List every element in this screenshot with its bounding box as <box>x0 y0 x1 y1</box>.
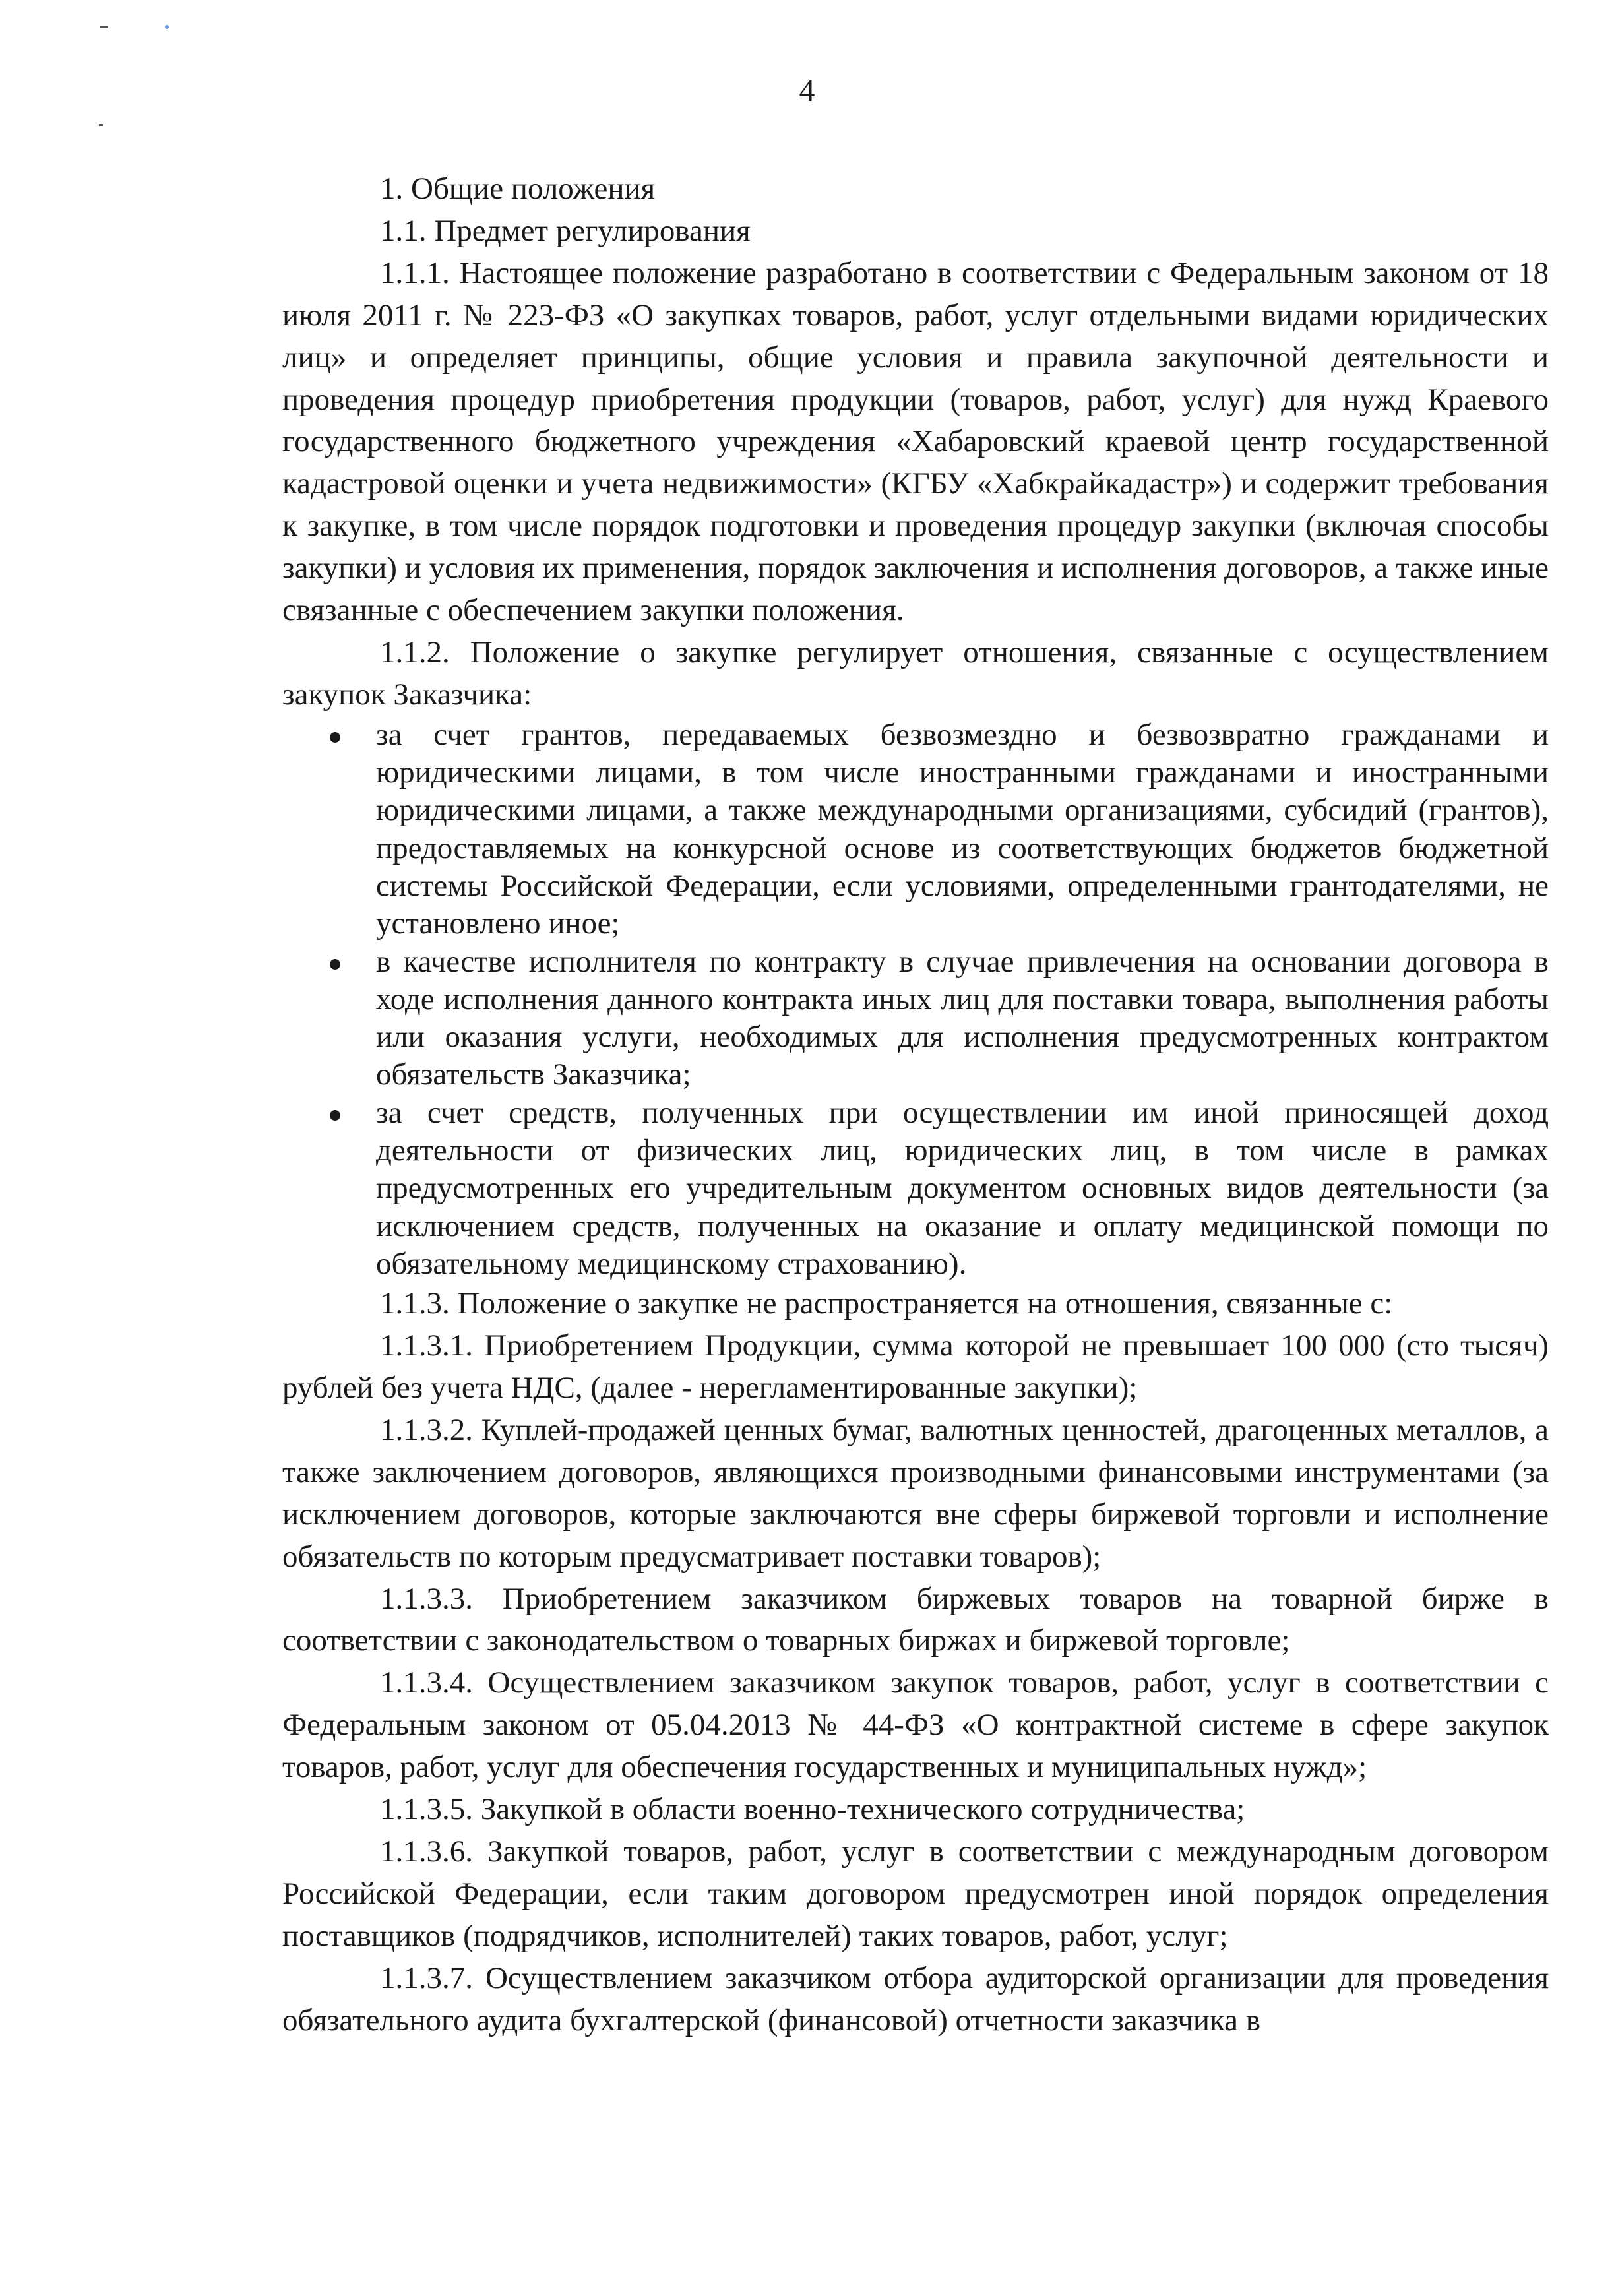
paragraph: 1.1.3.1. Приобретением Продукции, сумма которой не превышает 100 000 (сто тысяч) рублей без учета НДС, (далее - нерегламентированные закупки); <box>282 1328 1549 1406</box>
paragraph: 1.1.3.2. Куплей-продажей ценных бумаг, валютных ценностей, драгоценных металлов, а также заключением договоров, являющихся производными финансовыми инструментами (за исключением договоров, которые заключаются вне сферы биржевой торговли и исполнение обязательств по которым предусматривает поставки товаров); <box>282 1412 1549 1574</box>
bullet-icon <box>330 959 340 970</box>
paragraph: 1.1.3.4. Осуществлением заказчиком закупок товаров, работ, услуг в соответствии с Федеральным законом от 05.04.2013 № 44-ФЗ «О контрактной системе в сфере закупок товаров, работ, услуг для обеспечения государственных и муниципальных нужд»; <box>282 1665 1549 1785</box>
scan-mark <box>99 124 103 126</box>
list-item <box>282 943 1549 1094</box>
paragraph: 1.1.2. Положение о закупке регулирует отношения, связанные с осуществлением закупок Заказчика: <box>282 635 1549 712</box>
bullet-icon <box>330 732 340 743</box>
list-item <box>282 716 1549 943</box>
page-number: 4 <box>799 73 815 108</box>
paragraph: 1.1.3.7. Осуществлением заказчиком отбора аудиторской организации для проведения обязательного аудита бухгалтерской (финансовой) отчетности заказчика в <box>282 1960 1549 2037</box>
list-item-text: в качестве исполнителя по контракту в случае привлечения на основании договора в ходе исполнения данного контракта иных лиц для поставки товара, выполнения работы или оказания услуги, необходимых для исполнения предусмотренных контрактом обязательств Заказчика; <box>376 944 1549 1092</box>
paragraph: 1.1.3.3. Приобретением заказчиком биржевых товаров на товарной бирже в соответствии с законодательством о товарных биржах и биржевой торговле; <box>282 1581 1549 1658</box>
subsection-heading: 1.1. Предмет регулирования <box>380 213 751 248</box>
bullet-list <box>282 716 1549 1283</box>
list-item-text: за счет грантов, передаваемых безвозмездно и безвозвратно гражданами и юридическими лицами, в том числе иностранными гражданами и иностранными юридическими лицами, а также международными организациями, субсидий (грантов), предоставляемых на конкурсной основе из соответствующих бюджетов бюджетной системы Российской Федерации, если условиями, определенными грантодателями, не установлено иное; <box>376 717 1549 941</box>
scan-mark <box>100 26 108 28</box>
paragraph: 1.1.3.6. Закупкой товаров, работ, услуг в соответствии с международным договором Российской Федерации, если таким договором предусмотрен иной порядок определения поставщиков (подрядчиков, исполнителей) таких товаров, работ, услуг; <box>282 1834 1549 1953</box>
paragraph: 1.1.3. Положение о закупке не распространяется на отношения, связанные с: <box>380 1286 1393 1321</box>
paragraph: 1.1.1. Настоящее положение разработано в соответствии с Федеральным законом от 18 июля 2011 г. № 223-ФЗ «О закупках товаров, работ, услуг отдельными видами юридических лиц» и определяет принципы, общие условия и правила закупочной деятельности и проведения процедур приобретения продукции (товаров, работ, услуг) для нужд Краевого государственного бюджетного учреждения «Хабаровский краевой центр государственной кадастровой оценки и учета недвижимости» (КГБУ «Хабкрайкадастр») и содержит требования к закупке, в том числе порядок подготовки и проведения процедур закупки (включая способы закупки) и условия их применения, порядок заключения и исполнения договоров, а также иные связанные с обеспечением закупки положения. <box>282 255 1549 628</box>
section-heading: 1. Общие положения <box>380 171 656 206</box>
list-item <box>282 1094 1549 1283</box>
list-item-text: за счет средств, полученных при осуществлении им иной приносящей доход деятельности от физических лиц, юридических лиц, в том числе в рамках предусмотренных его учредительным документом основных видов деятельности (за исключением средств, полученных на оказание и оплату медицинской помощи по обязательному медицинскому страхованию). <box>376 1095 1549 1281</box>
paragraph: 1.1.3.5. Закупкой в области военно-технического сотрудничества; <box>380 1792 1245 1827</box>
document-body <box>282 168 1549 2042</box>
bullet-icon <box>330 1110 340 1121</box>
scan-mark <box>165 25 169 29</box>
